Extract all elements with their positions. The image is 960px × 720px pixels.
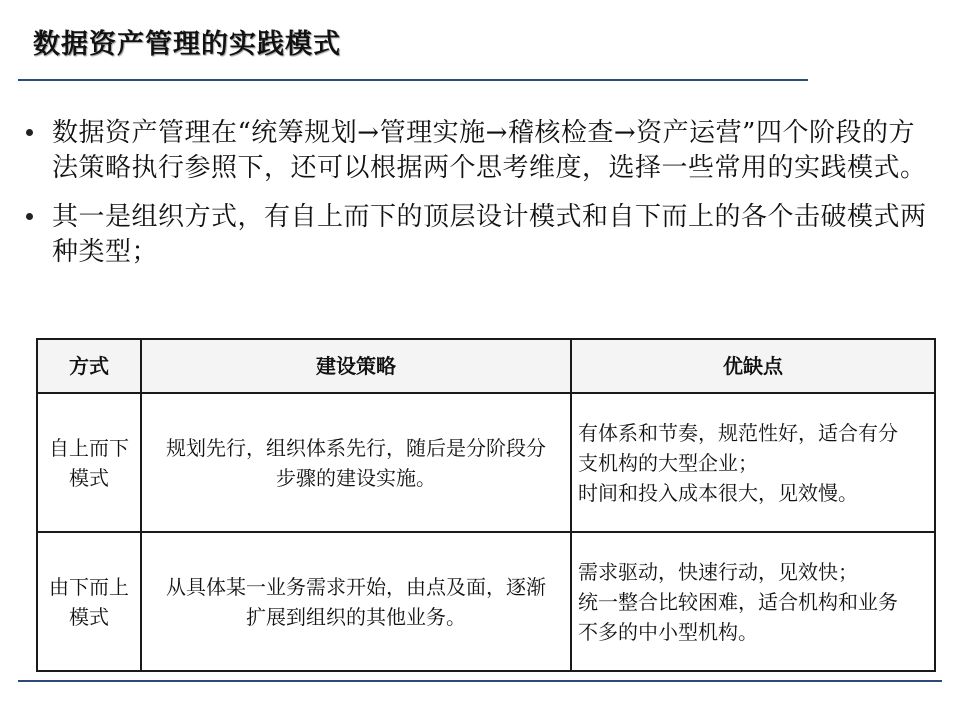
mode-line: 模式 — [69, 465, 109, 490]
header-pros-cons: 优缺点 — [571, 339, 935, 393]
bullet-dot-icon — [26, 213, 33, 220]
bullet-item — [26, 200, 936, 270]
pros-cons-line: 不多的中小型机构。 — [578, 619, 758, 644]
strategy-cell — [141, 532, 571, 671]
pros-cons-line: 需求驱动，快速行动，见效快； — [578, 559, 858, 584]
bullet-text: 数据资产管理在“统筹规划→管理实施→稽核检查→资产运营”四个阶段的方法策略执行参照下，还可以根据两个思考维度，选择一些常用的实践模式。 — [52, 118, 927, 183]
pros-cons-line: 支机构的大型企业； — [578, 450, 758, 475]
mode-line: 自上而下 — [49, 435, 129, 460]
strategy-line: 步骤的建设实施。 — [276, 465, 436, 490]
pros-cons-cell — [571, 532, 935, 671]
table-row — [37, 393, 935, 532]
bullet-list — [26, 116, 936, 284]
strategy-line: 从具体某一业务需求开始，由点及面，逐渐 — [166, 574, 546, 599]
strategy-line: 规划先行，组织体系先行，随后是分阶段分 — [166, 435, 546, 460]
strategy-cell — [141, 393, 571, 532]
page-title: 数据资产管理的实践模式 — [33, 29, 341, 60]
strategy-line: 扩展到组织的其他业务。 — [246, 604, 466, 629]
mode-cell — [37, 532, 141, 671]
practice-modes-table — [36, 338, 936, 672]
header-strategy: 建设策略 — [141, 339, 571, 393]
bullet-text: 其一是组织方式，有自上而下的顶层设计模式和自下而上的各个击破模式两种类型； — [52, 202, 927, 267]
bullet-dot-icon — [26, 129, 33, 136]
header-mode: 方式 — [37, 339, 141, 393]
pros-cons-line: 统一整合比较困难，适合机构和业务 — [578, 589, 898, 614]
footer-divider — [18, 680, 942, 682]
pros-cons-line: 有体系和节奏，规范性好，适合有分 — [578, 420, 898, 445]
pros-cons-line: 时间和投入成本很大，见效慢。 — [578, 480, 858, 505]
mode-line: 由下而上 — [49, 574, 129, 599]
table-header-row — [37, 339, 935, 393]
table-row — [37, 532, 935, 671]
title-divider — [18, 79, 808, 81]
mode-line: 模式 — [69, 604, 109, 629]
pros-cons-cell — [571, 393, 935, 532]
mode-cell — [37, 393, 141, 532]
bullet-item — [26, 116, 936, 186]
